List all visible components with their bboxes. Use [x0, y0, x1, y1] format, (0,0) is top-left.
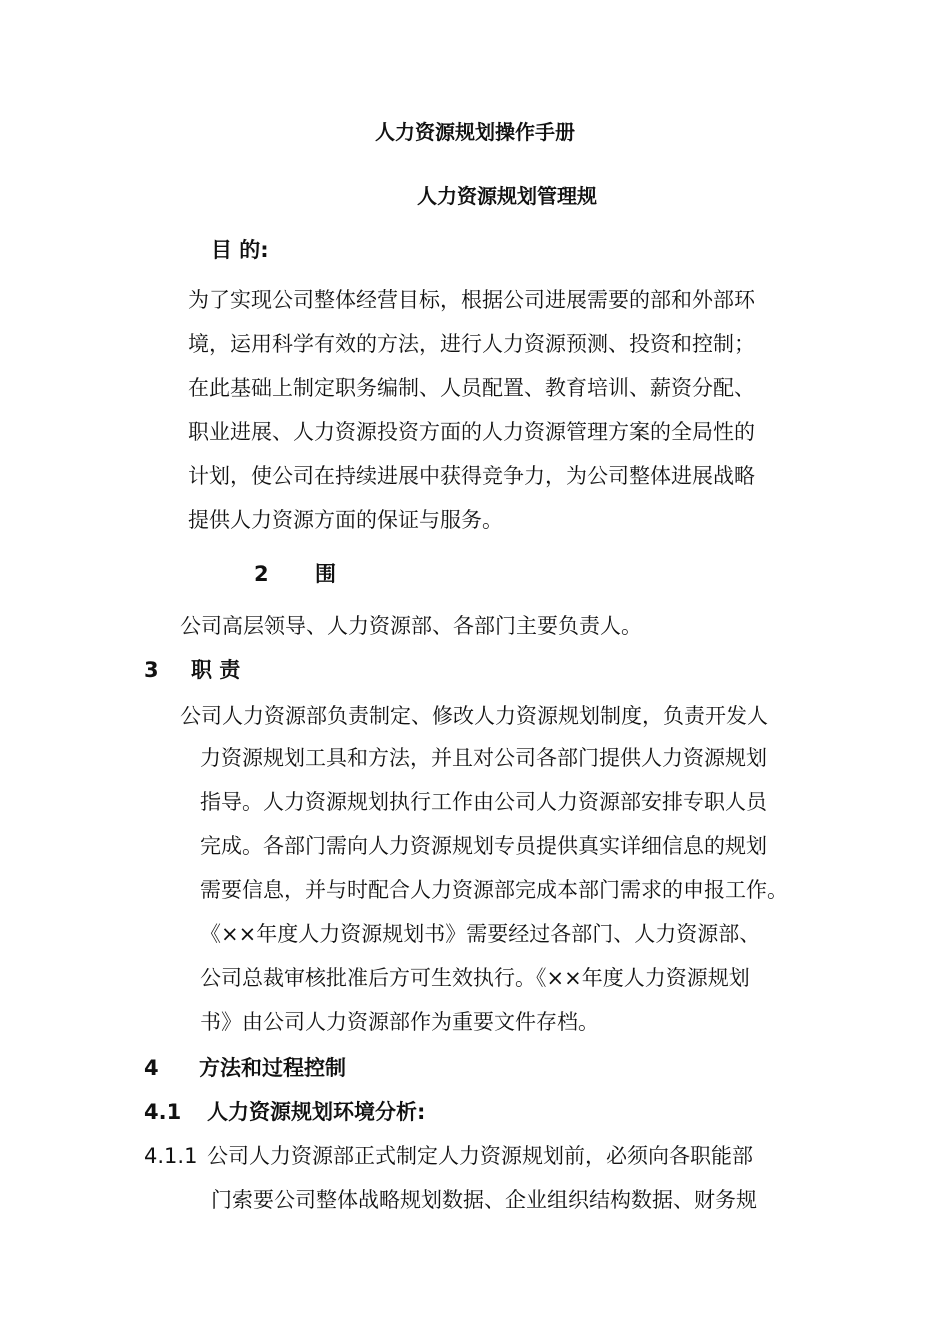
section-method-heading: 方法和过程控制: [199, 1056, 346, 1080]
section-purpose-heading: 目 的:: [211, 238, 269, 262]
paragraph-line: 指导。人力资源规划执行工作由公司人力资源部安排专职人员: [200, 790, 767, 814]
paragraph-line: 计划，使公司在持续进展中获得竞争力，为公司整体进展战略: [188, 464, 755, 488]
paragraph-line: 职业进展、人力资源投资方面的人力资源管理方案的全局性的: [188, 420, 755, 444]
paragraph-line: 公司人力资源部负责制定、修改人力资源规划制度，负责开发人: [180, 704, 768, 728]
section-scope-heading: 围: [315, 562, 336, 586]
paragraph-line: 门索要公司整体战略规划数据、企业组织结构数据、财务规: [211, 1188, 757, 1212]
paragraph-line: 提供人力资源方面的保证与服务。: [188, 508, 503, 532]
paragraph-line: 公司总裁审核批准后方可生效执行。《××年度人力资源规划: [200, 966, 750, 990]
document-subtitle: 人力资源规划管理规: [417, 184, 597, 208]
paragraph-line: 为了实现公司整体经营目标，根据公司进展需要的部和外部环: [188, 288, 755, 312]
paragraph-line: 《××年度人力资源规划书》需要经过各部门、人力资源部、: [200, 922, 761, 946]
section-env-heading: 人力资源规划环境分析:: [207, 1100, 426, 1124]
section-scope-number: 2: [254, 562, 269, 586]
paragraph-line: 书》由公司人力资源部作为重要文件存档。: [200, 1010, 599, 1034]
document-title: 人力资源规划操作手册: [375, 120, 575, 144]
section-duty-heading: 职 责: [191, 658, 241, 682]
section-duty-number: 3: [144, 658, 159, 682]
paragraph-line: 公司高层领导、人力资源部、各部门主要负责人。: [180, 614, 642, 638]
paragraph-line: 力资源规划工具和方法，并且对公司各部门提供人力资源规划: [200, 746, 767, 770]
section-env-number: 4.1: [144, 1100, 182, 1124]
section-env-1-number: 4.1.1: [144, 1144, 198, 1168]
paragraph-line: 公司人力资源部正式制定人力资源规划前，必须向各职能部: [207, 1144, 753, 1168]
paragraph-line: 境，运用科学有效的方法，进行人力资源预测、投资和控制；: [188, 332, 755, 356]
paragraph-line: 需要信息，并与时配合人力资源部完成本部门需求的申报工作。: [200, 878, 788, 902]
paragraph-line: 在此基础上制定职务编制、人员配置、教育培训、薪资分配、: [188, 376, 755, 400]
paragraph-line: 完成。各部门需向人力资源规划专员提供真实详细信息的规划: [200, 834, 767, 858]
section-method-number: 4: [144, 1056, 159, 1080]
